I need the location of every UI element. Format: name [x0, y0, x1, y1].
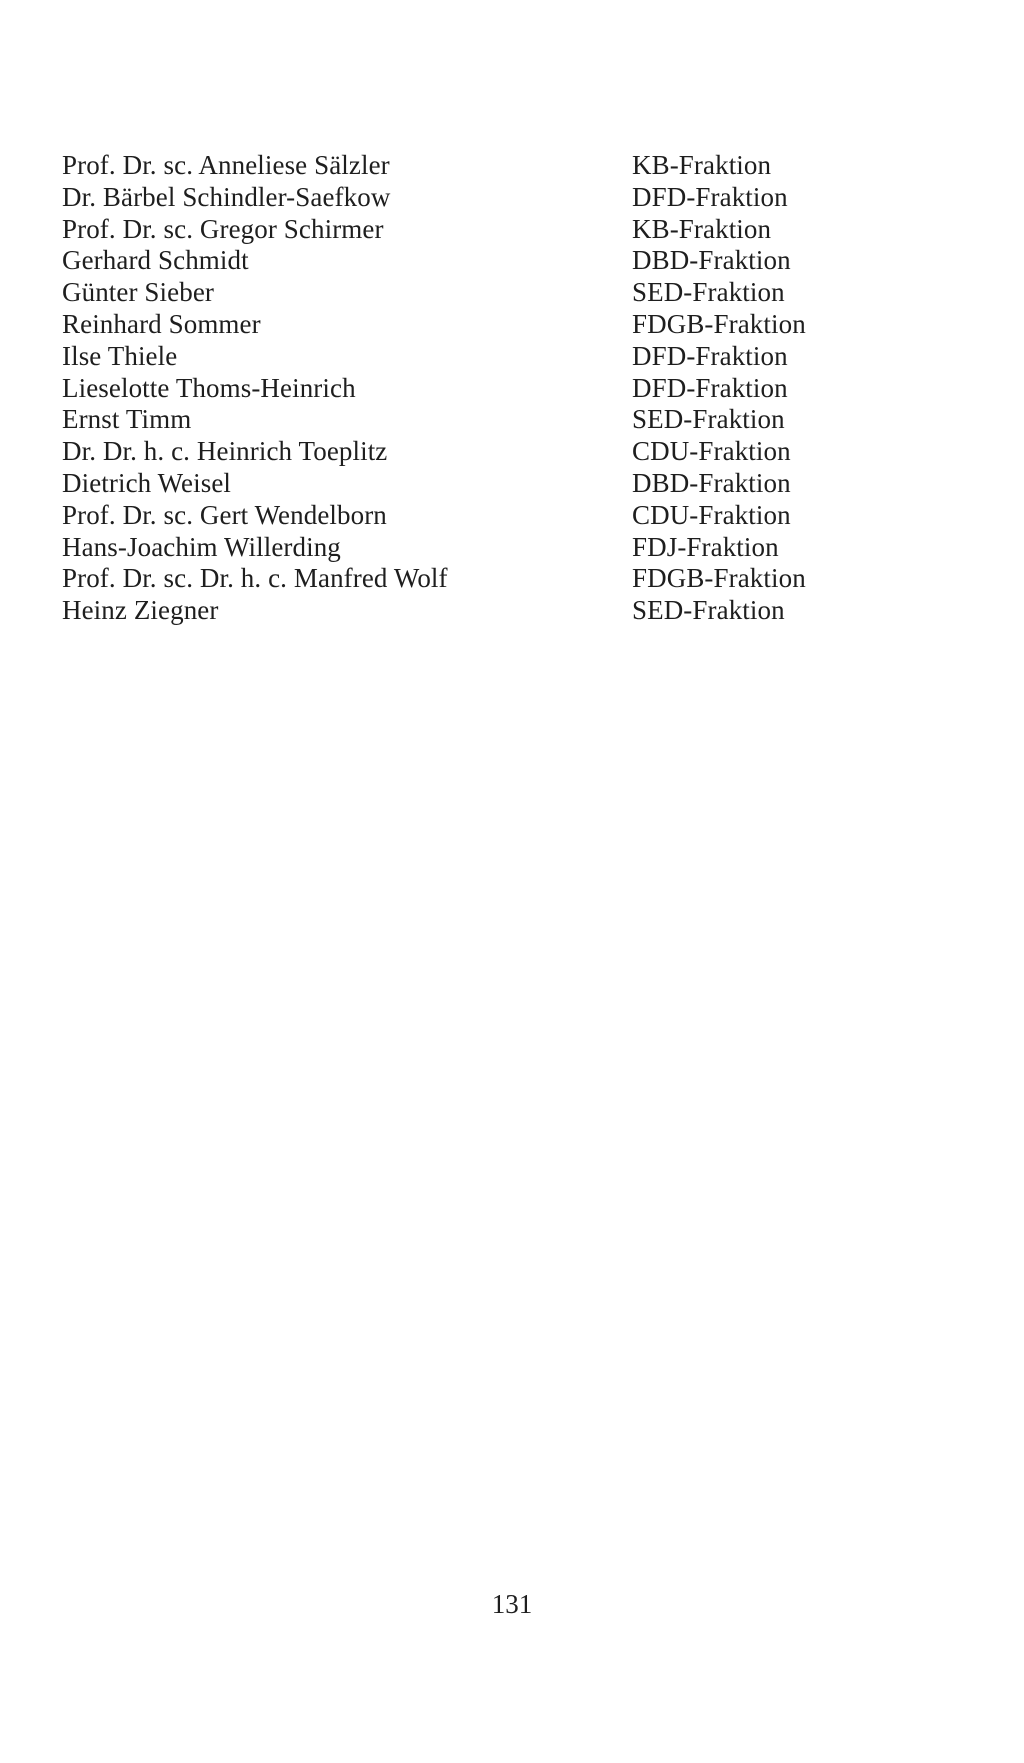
member-name: Dr. Bärbel Schindler-Saefkow: [62, 181, 391, 212]
member-list: [62, 150, 852, 627]
member-faction: DBD-Fraktion: [632, 245, 791, 276]
member-name: Dr. Dr. h. c. Heinrich Toeplitz: [62, 436, 388, 467]
member-faction: DFD-Fraktion: [632, 340, 788, 371]
member-faction: CDU-Fraktion: [632, 499, 791, 530]
member-name: Günter Sieber: [62, 277, 215, 308]
member-faction: FDGB-Fraktion: [632, 308, 806, 339]
list-item: [62, 404, 852, 436]
member-name: Dietrich Weisel: [62, 467, 232, 498]
list-item: [62, 595, 852, 627]
list-item: [62, 245, 852, 277]
member-name: Heinz Ziegner: [62, 595, 219, 626]
member-faction: FDGB-Fraktion: [632, 563, 806, 594]
list-item: [62, 182, 852, 214]
list-item: [62, 150, 852, 182]
list-item: [62, 532, 852, 564]
list-item: [62, 500, 852, 532]
list-item: [62, 468, 852, 500]
member-name: Reinhard Sommer: [62, 308, 261, 339]
member-faction: DFD-Fraktion: [632, 181, 788, 212]
member-faction: KB-Fraktion: [632, 150, 772, 180]
page-number: 131: [491, 1589, 533, 1619]
member-faction: DBD-Fraktion: [632, 467, 791, 498]
member-faction: SED-Fraktion: [632, 277, 785, 308]
list-item: [62, 277, 852, 309]
member-name: Prof. Dr. sc. Gregor Schirmer: [62, 213, 384, 244]
member-name: Ernst Timm: [62, 404, 192, 435]
member-faction: SED-Fraktion: [632, 595, 785, 626]
member-name: Prof. Dr. sc. Anneliese Sälzler: [62, 150, 390, 180]
list-item: [62, 341, 852, 373]
member-faction: KB-Fraktion: [632, 213, 772, 244]
list-item: [62, 214, 852, 246]
member-name: Ilse Thiele: [62, 340, 178, 371]
member-faction: SED-Fraktion: [632, 404, 785, 435]
member-faction: DFD-Fraktion: [632, 372, 788, 403]
member-name: Gerhard Schmidt: [62, 245, 249, 276]
list-item: [62, 309, 852, 341]
member-name: Lieselotte Thoms-Heinrich: [62, 372, 356, 403]
list-item: [62, 373, 852, 405]
list-item: [62, 563, 852, 595]
member-name: Prof. Dr. sc. Gert Wendelborn: [62, 499, 387, 530]
member-faction: FDJ-Fraktion: [632, 531, 779, 562]
member-faction: CDU-Fraktion: [632, 436, 791, 467]
member-name: Hans-Joachim Willerding: [62, 531, 341, 562]
list-item: [62, 436, 852, 468]
member-name: Prof. Dr. sc. Dr. h. c. Manfred Wolf: [62, 563, 448, 594]
